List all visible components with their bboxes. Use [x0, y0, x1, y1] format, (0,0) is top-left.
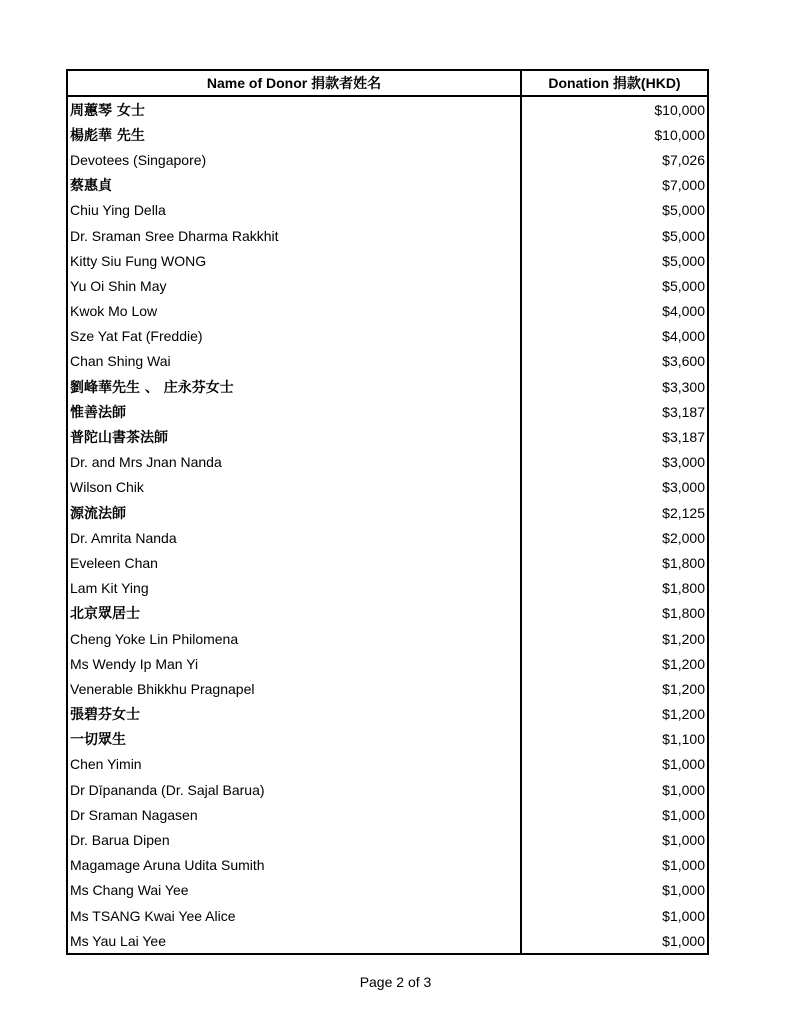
table-row — [68, 676, 707, 701]
page-number: Page 2 of 3 — [359, 974, 432, 990]
donor-name-cell: Wilson Chik — [68, 475, 522, 500]
donation-amount-cell: $3,300 — [662, 378, 705, 395]
donor-name-cell: Yu Oi Shin May — [68, 273, 522, 298]
donation-amount-cell: $1,800 — [662, 605, 705, 622]
table-row — [68, 324, 707, 349]
table-row — [68, 928, 707, 953]
donor-name-cell: Magamage Aruna Udita Sumith — [68, 853, 522, 878]
donation-amount-cell: $4,000 — [662, 328, 705, 345]
donation-amount-cell: $3,000 — [662, 479, 705, 496]
table-row — [68, 727, 707, 752]
table-row — [68, 853, 707, 878]
header-donor-name: Name of Donor 捐款者姓名 — [68, 71, 522, 95]
donor-name-cell: Chan Shing Wai — [68, 349, 522, 374]
donation-amount-cell: $1,800 — [662, 580, 705, 597]
table-row — [68, 248, 707, 273]
donation-amount-cell: $1,000 — [662, 857, 705, 874]
donation-amount-cell: $1,800 — [662, 554, 705, 571]
table-row — [68, 626, 707, 651]
donor-name-cell: Devotees (Singapore) — [68, 147, 522, 172]
table-row — [68, 777, 707, 802]
donor-name-cell: 楊彪華 先生 — [68, 122, 522, 147]
donor-name-cell: 劉峰華先生 、 庄永芬女士 — [68, 374, 522, 399]
donor-name-cell: Kitty Siu Fung WONG — [68, 248, 522, 273]
donor-name-cell: 周蕙琴 女士 — [68, 97, 522, 122]
donation-amount-cell: $5,000 — [662, 202, 705, 219]
donor-name-cell: Ms TSANG Kwai Yee Alice — [68, 903, 522, 928]
donor-name-cell: Cheng Yoke Lin Philomena — [68, 626, 522, 651]
table-row — [68, 576, 707, 601]
donation-amount-cell: $3,600 — [662, 353, 705, 370]
table-row — [68, 374, 707, 399]
donation-amount-cell: $3,000 — [662, 454, 705, 471]
donor-name-cell: Ms Chang Wai Yee — [68, 878, 522, 903]
donation-amount-cell: $7,000 — [662, 177, 705, 194]
donation-amount-cell: $1,200 — [662, 680, 705, 697]
donor-name-cell: Sze Yat Fat (Freddie) — [68, 324, 522, 349]
donor-name-cell: Dr. and Mrs Jnan Nanda — [68, 450, 522, 475]
donor-name-cell: Dr. Barua Dipen — [68, 827, 522, 852]
donor-name-cell: Lam Kit Ying — [68, 576, 522, 601]
donation-amount-cell: $1,200 — [662, 706, 705, 723]
table-row — [68, 424, 707, 449]
donor-name-cell: Dr. Sraman Sree Dharma Rakkhit — [68, 223, 522, 248]
donor-name-cell: Dr. Amrita Nanda — [68, 525, 522, 550]
table-row — [68, 475, 707, 500]
donation-amount-cell: $5,000 — [662, 227, 705, 244]
donation-amount-cell: $4,000 — [662, 303, 705, 320]
table-header — [68, 71, 707, 97]
donor-name-cell: 普陀山書茶法師 — [68, 424, 522, 449]
donor-name-cell: 源流法師 — [68, 500, 522, 525]
table-row — [68, 450, 707, 475]
donor-name-cell: Ms Wendy Ip Man Yi — [68, 651, 522, 676]
donor-name-cell: Dr Sraman Nagasen — [68, 802, 522, 827]
table-row — [68, 752, 707, 777]
donor-name-cell: Kwok Mo Low — [68, 299, 522, 324]
donation-amount-cell: $1,200 — [662, 655, 705, 672]
donation-amount-cell: $2,125 — [662, 504, 705, 521]
donor-name-cell: Chen Yimin — [68, 752, 522, 777]
donation-amount-cell: $2,000 — [662, 529, 705, 546]
donation-amount-cell: $1,200 — [662, 630, 705, 647]
donor-name-cell: 惟善法師 — [68, 399, 522, 424]
donor-name-cell: Eveleen Chan — [68, 550, 522, 575]
donor-name-cell: 一切眾生 — [68, 727, 522, 752]
table-row — [68, 223, 707, 248]
table-row — [68, 122, 707, 147]
table-row — [68, 903, 707, 928]
table-row — [68, 147, 707, 172]
table-row — [68, 500, 707, 525]
donation-amount-cell: $1,000 — [662, 806, 705, 823]
donation-amount-cell: $10,000 — [654, 101, 705, 118]
donation-amount-cell: $1,000 — [662, 832, 705, 849]
donor-name-cell: Chiu Ying Della — [68, 198, 522, 223]
donation-amount-cell: $1,000 — [662, 756, 705, 773]
table-row — [68, 525, 707, 550]
table-row — [68, 399, 707, 424]
donor-name-cell: 張碧芬女士 — [68, 702, 522, 727]
donation-amount-cell: $5,000 — [662, 252, 705, 269]
donation-amount-cell: $1,100 — [662, 731, 705, 748]
table-body — [68, 97, 707, 953]
donor-name-cell: 北京眾居士 — [68, 601, 522, 626]
donor-table — [66, 69, 709, 955]
table-row — [68, 550, 707, 575]
table-row — [68, 273, 707, 298]
table-row — [68, 349, 707, 374]
table-row — [68, 299, 707, 324]
donation-amount-cell: $1,000 — [662, 907, 705, 924]
header-donation-amount: Donation 捐款(HKD) — [548, 75, 681, 91]
donor-name-cell: Ms Yau Lai Yee — [68, 928, 522, 953]
donation-amount-cell: $10,000 — [654, 126, 705, 143]
table-row — [68, 173, 707, 198]
donation-amount-cell: $3,187 — [662, 429, 705, 446]
donation-amount-cell: $3,187 — [662, 403, 705, 420]
donation-amount-cell: $1,000 — [662, 781, 705, 798]
donor-name-cell: 蔡惠貞 — [68, 173, 522, 198]
donation-amount-cell: $1,000 — [662, 932, 705, 949]
donation-amount-cell: $1,000 — [662, 882, 705, 899]
table-row — [68, 802, 707, 827]
table-row — [68, 827, 707, 852]
donor-name-cell: Venerable Bhikkhu Pragnapel — [68, 676, 522, 701]
table-row — [68, 651, 707, 676]
table-row — [68, 97, 707, 122]
table-row — [68, 702, 707, 727]
table-row — [68, 601, 707, 626]
table-row — [68, 198, 707, 223]
donation-amount-cell: $5,000 — [662, 277, 705, 294]
donation-amount-cell: $7,026 — [662, 151, 705, 168]
table-row — [68, 878, 707, 903]
donor-name-cell: Dr Dīpananda (Dr. Sajal Barua) — [68, 777, 522, 802]
